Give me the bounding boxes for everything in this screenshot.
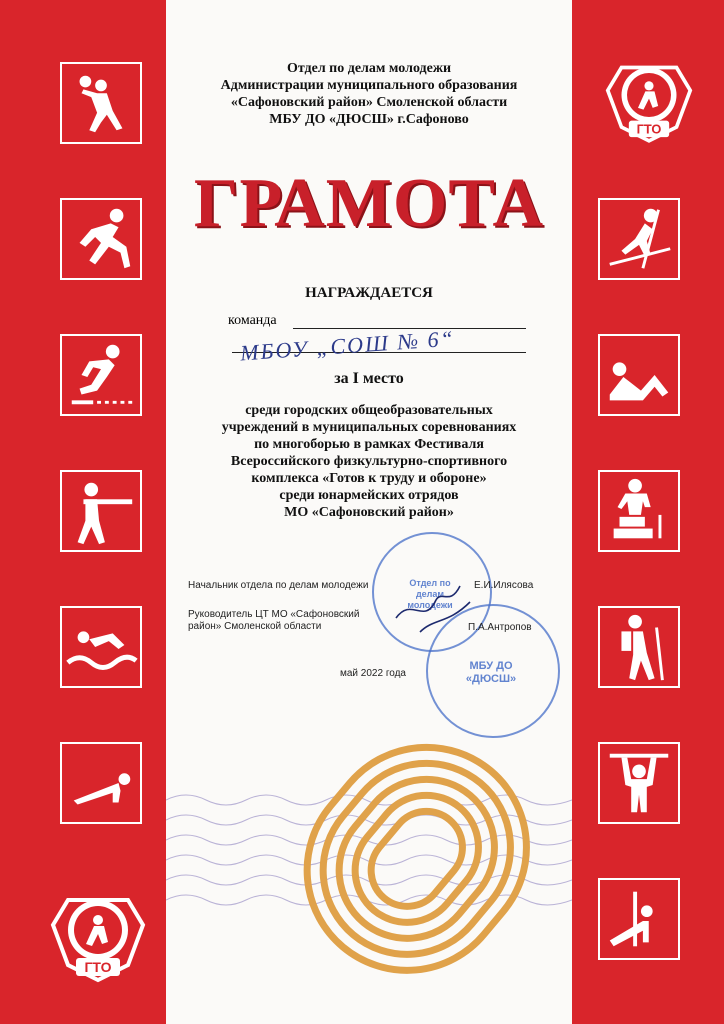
- description-line-6: среди юнармейских отрядов: [279, 488, 459, 503]
- gto-emblem-icon: [38, 870, 158, 990]
- stamp-dyussh-line-1: МБУ ДО: [469, 660, 513, 672]
- signature-2-name: П.А.Антропов: [468, 622, 532, 633]
- description-line-7: МО «Сафоновский район»: [284, 505, 454, 520]
- right-red-border: [572, 0, 724, 1024]
- team-name-handwritten: МБОУ „СОШ № 6“: [239, 325, 456, 366]
- issuer-line-1: Отдел по делам молодежи: [286, 61, 452, 76]
- situp-icon: [598, 334, 680, 416]
- award-description: [166, 402, 572, 521]
- signature-2-role-line-2: район» Смоленской области: [188, 621, 322, 632]
- description-line-2: учреждений в муниципальных соревнованиях: [221, 420, 517, 435]
- left-red-border: [0, 0, 166, 1024]
- stamp-youth-department-text: Отдел по делам молодежи: [407, 578, 453, 610]
- date-label: май 2022 года: [340, 668, 406, 679]
- signature-1-role: Начальник отдела по делам молодежи: [188, 580, 369, 591]
- signature-2-role: [188, 609, 359, 633]
- skier-icon: [598, 198, 680, 280]
- signature-2-role-line-1: Руководитель ЦТ МО «Сафоновский: [188, 609, 360, 620]
- certificate-title: ГРАМОТА: [193, 165, 545, 242]
- issuer-line-4: МБУ ДО «ДЮСШ» г.Сафоново: [269, 112, 469, 127]
- handwritten-signature: [390, 566, 480, 646]
- pullup-icon: [598, 742, 680, 824]
- pushup-icon: [60, 742, 142, 824]
- gto-emblem-label: ГТО: [636, 121, 662, 137]
- stamp-dyussh-text: [456, 660, 526, 686]
- place-label: за I место: [334, 370, 404, 387]
- step-test-icon: [598, 470, 680, 552]
- issuer-line-2: Администрации муниципального образования: [220, 78, 518, 93]
- team-label: команда: [228, 313, 277, 328]
- issuer-line-3: «Сафоновский район» Смоленской области: [230, 95, 508, 110]
- gto-emblem-icon: [594, 40, 704, 150]
- swimmer-icon: [60, 606, 142, 688]
- stamp-dyussh-line-2: «ДЮСШ»: [465, 673, 517, 685]
- sprinter-icon: [60, 198, 142, 280]
- thrower-icon: [60, 62, 142, 144]
- long-jump-icon: [60, 334, 142, 416]
- signature-1-name: Е.И.Илясова: [474, 580, 534, 591]
- gold-track-ornament: [270, 705, 570, 1005]
- gto-emblem-label: ГТО: [84, 959, 112, 975]
- description-line-4: Всероссийского физкультурно-спортивного: [230, 454, 508, 469]
- description-line-1: среди городских общеобразовательных: [245, 403, 493, 418]
- shooter-icon: [60, 470, 142, 552]
- description-line-5: комплекса «Готов к труду и обороне»: [251, 471, 487, 486]
- awarded-label: НАГРАЖДАЕТСЯ: [305, 285, 433, 301]
- plank-icon: [598, 878, 680, 960]
- description-line-3: по многоборью в рамках Фестиваля: [254, 437, 484, 452]
- hiker-icon: [598, 606, 680, 688]
- issuer-header: [166, 60, 572, 128]
